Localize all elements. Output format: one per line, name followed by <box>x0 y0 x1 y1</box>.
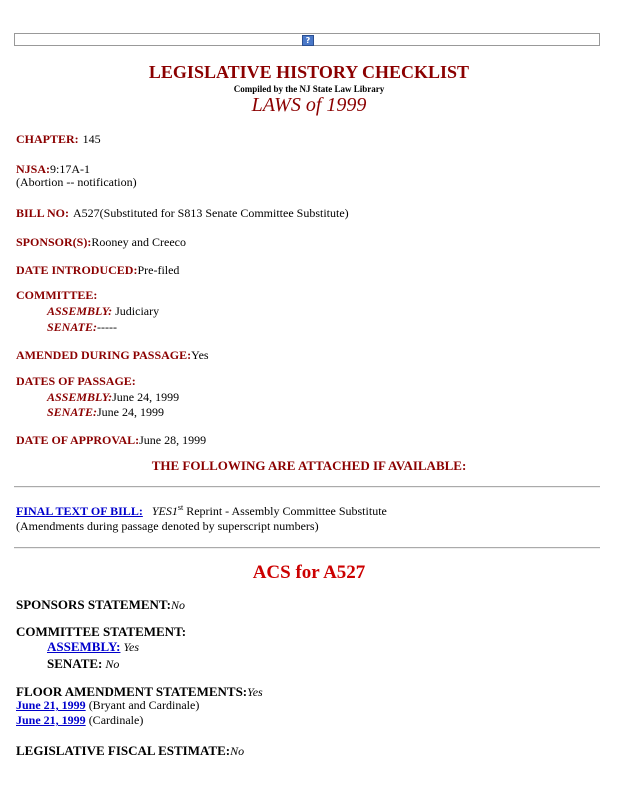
floor-item-date-link[interactable]: June 21, 1999 <box>16 713 86 727</box>
committee-statement-label: COMMITTEE STATEMENT: <box>16 624 187 639</box>
passage-senate-row <box>47 403 164 421</box>
amended-row <box>16 346 209 364</box>
committee-statement-assembly-link[interactable]: ASSEMBLY: <box>47 639 121 654</box>
introduced-row <box>16 261 179 279</box>
fiscal-estimate-row <box>16 742 244 760</box>
committee-senate-value: ----- <box>97 320 117 334</box>
sponsors-statement-label: SPONSORS STATEMENT: <box>16 597 171 612</box>
amended-value: Yes <box>191 348 209 362</box>
section-title: ACS for A527 <box>252 562 366 583</box>
divider <box>14 547 600 549</box>
sponsors-statement-value: No <box>170 598 185 612</box>
amended-label: AMENDED DURING PASSAGE: <box>16 348 192 362</box>
final-text-num: 1 <box>171 504 178 518</box>
final-text-yes: YES <box>151 504 172 518</box>
introduced-label: DATE INTRODUCED: <box>16 263 138 277</box>
sponsors-statement-row <box>16 596 185 614</box>
floor-item <box>16 713 143 728</box>
floor-item-date-link[interactable]: June 21, 1999 <box>16 698 86 712</box>
bill-value: A527(Substituted for S813 Senate Committee Substitute) <box>73 206 349 220</box>
floor-amendment-value: Yes <box>247 685 263 699</box>
final-text-note: (Amendments during passage denoted by superscript numbers) <box>16 519 319 533</box>
floor-item <box>16 698 199 713</box>
question-icon[interactable]: ? <box>302 35 314 46</box>
final-text-rest: Reprint - Assembly Committee Substitute <box>183 504 387 518</box>
sponsor-row <box>16 233 186 251</box>
chapter-value: 145 <box>82 132 101 146</box>
sponsor-label: SPONSOR(S): <box>16 235 92 249</box>
compiled-by: Compiled by the NJ State Law Library <box>233 84 385 94</box>
committee-statement-senate-value: No <box>102 657 120 671</box>
page-title: LEGISLATIVE HISTORY CHECKLIST <box>148 62 470 82</box>
fiscal-estimate-value: No <box>230 744 245 758</box>
introduced-value: Pre-filed <box>137 263 180 277</box>
approval-value: June 28, 1999 <box>139 433 207 447</box>
floor-item-desc: (Bryant and Cardinale) <box>85 698 200 712</box>
committee-label: COMMITTEE: <box>16 288 98 302</box>
chapter-row <box>16 130 101 148</box>
final-text-sup: st <box>177 503 184 512</box>
bill-row <box>16 204 349 222</box>
approval-label: DATE OF APPROVAL: <box>16 433 140 447</box>
chapter-label: CHAPTER: <box>16 132 79 146</box>
final-text-link[interactable]: FINAL TEXT OF BILL: <box>16 504 143 518</box>
committee-assembly-value: Judiciary <box>112 304 160 318</box>
passage-label: DATES OF PASSAGE: <box>16 374 136 388</box>
committee-senate-label: SENATE: <box>47 320 98 334</box>
divider <box>14 486 600 488</box>
committee-senate-row <box>47 318 117 336</box>
passage-senate-value: June 24, 1999 <box>97 405 165 419</box>
fiscal-estimate-label: LEGISLATIVE FISCAL ESTIMATE: <box>16 743 231 758</box>
njsa-label: NJSA: <box>16 162 51 176</box>
sponsor-value: Rooney and Creeco <box>91 235 186 249</box>
passage-assembly-label: ASSEMBLY: <box>47 390 113 404</box>
passage-assembly-value: June 24, 1999 <box>112 390 180 404</box>
njsa-desc: (Abortion -- notification) <box>16 175 137 189</box>
committee-statement-assembly-value: Yes <box>120 640 140 654</box>
laws-year: LAWS of 1999 <box>251 94 367 116</box>
committee-statement-senate-label: SENATE: <box>47 656 103 671</box>
top-banner <box>14 33 600 46</box>
final-text-row <box>16 503 387 519</box>
njsa-value: 9:17A-1 <box>50 162 91 176</box>
floor-item-desc: (Cardinale) <box>85 713 144 727</box>
approval-row <box>16 431 206 449</box>
passage-senate-label: SENATE: <box>47 405 98 419</box>
floor-amendment-label: FLOOR AMENDMENT STATEMENTS: <box>16 684 248 699</box>
attached-heading: THE FOLLOWING ARE ATTACHED IF AVAILABLE: <box>151 458 467 473</box>
committee-statement-senate-row <box>47 655 119 673</box>
committee-statement-assembly-row <box>47 639 139 655</box>
committee-assembly-label: ASSEMBLY: <box>47 304 113 318</box>
bill-label: BILL NO: <box>16 206 70 220</box>
